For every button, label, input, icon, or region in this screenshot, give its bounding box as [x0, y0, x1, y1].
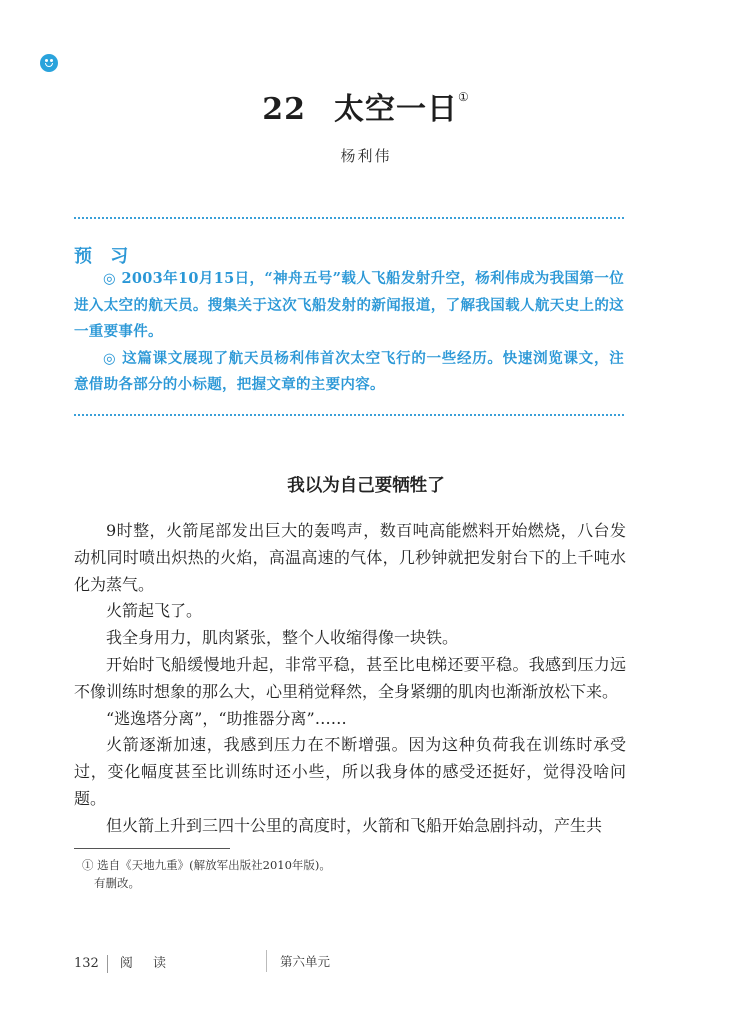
- footnote: [82, 856, 331, 892]
- section-label: 阅 读: [119, 956, 174, 971]
- body-paragraph: 我全身用力，肌肉紧张，整个人收缩得像一块铁。: [106, 628, 459, 648]
- body-paragraph: “逃逸塔分离”，“助推器分离”……: [106, 708, 347, 728]
- folio-separator: [107, 955, 108, 973]
- preview-bottom-divider: [74, 414, 624, 416]
- preview-paragraph-2: ◎ 这篇课文展现了航天员杨利伟首次太空飞行的一些经历。快速浏览课文，注意借助各部分的小标题，把握文章的主要内容。: [74, 349, 624, 393]
- preview-body: [74, 266, 624, 399]
- lesson-number: 22: [262, 92, 306, 127]
- page-number: 132: [74, 956, 99, 971]
- preview-paragraph-1: ◎ 2003年10月15日，“神舟五号”载人飞船发射升空，杨利伟成为我国第一位进入太空的航天员。搜集关于这次飞船发射的新闻报道，了解我国载人航天史上的这一重要事件。: [74, 270, 624, 340]
- lesson-title-text: 太空一日: [333, 92, 458, 127]
- author: 杨利伟: [340, 147, 392, 165]
- lesson-title: [0, 84, 732, 128]
- footnote-line-1: ① 选自《天地九重》(解放军出版社2010年版)。: [82, 858, 331, 872]
- body-paragraph: 开始时飞船缓慢地升起，非常平稳，甚至比电梯还要平稳。我感到压力远不像训练时想象的那么大，心里稍觉释然，全身紧绷的肌肉也渐渐放松下来。: [74, 654, 626, 701]
- body-paragraph: 9时整，火箭尾部发出巨大的轰鸣声，数百吨高能燃料开始燃烧，八台发动机同时喷出炽热的火焰，高温高速的气体，几秒钟就把发射台下的上千吨水化为蒸气。: [74, 521, 626, 594]
- footnote-line-2: 有删改。: [94, 876, 140, 890]
- unit-separator: [266, 950, 267, 972]
- page-folio: [74, 952, 174, 973]
- body-paragraph: 火箭起飞了。: [106, 601, 203, 621]
- footnote-divider: [74, 848, 230, 849]
- preview-top-divider: [74, 217, 624, 219]
- unit-label: 第六单元: [280, 954, 331, 969]
- body-paragraph: 火箭逐渐加速，我感到压力在不断增强。因为这种负荷我在训练时承受过，变化幅度甚至比训练时还小些，所以我身体的感受还挺好，觉得没啥问题。: [74, 735, 626, 808]
- preview-heading: 预 习: [74, 246, 135, 267]
- main-text: [74, 518, 626, 840]
- footnote-marker: ①: [457, 90, 470, 104]
- smiley-badge-icon: [40, 54, 58, 72]
- body-paragraph: 但火箭上升到三四十公里的高度时，火箭和飞船开始急剧抖动，产生共: [106, 815, 603, 835]
- section-title: 我以为自己要牺牲了: [287, 476, 445, 496]
